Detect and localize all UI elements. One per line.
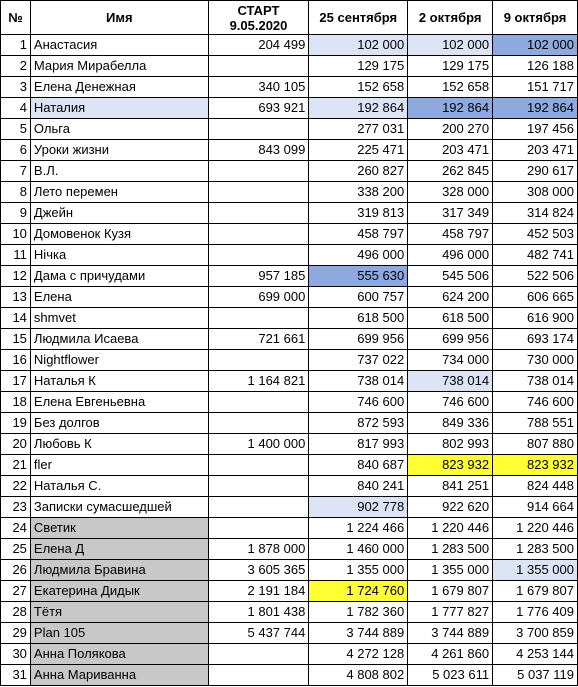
table-row — [1, 476, 578, 497]
row-name: Записки сумасшедшей — [30, 497, 208, 518]
row-start-value: 1 400 000 — [208, 434, 309, 455]
row-value-date-3: 3 700 859 — [493, 623, 578, 644]
row-number: 1 — [1, 35, 31, 56]
row-value-date-1: 746 600 — [309, 392, 408, 413]
row-number: 10 — [1, 224, 31, 245]
row-value-date-1: 840 687 — [309, 455, 408, 476]
row-value-date-3: 203 471 — [493, 140, 578, 161]
row-value-date-2: 841 251 — [408, 476, 493, 497]
row-value-date-1: 1 724 760 — [309, 581, 408, 602]
row-value-date-2: 496 000 — [408, 245, 493, 266]
row-value-date-3: 824 448 — [493, 476, 578, 497]
row-name: Тётя — [30, 602, 208, 623]
row-value-date-2: 1 679 807 — [408, 581, 493, 602]
row-value-date-3: 126 188 — [493, 56, 578, 77]
table-row — [1, 77, 578, 98]
row-name: Екатерина Дидык — [30, 581, 208, 602]
table-row — [1, 560, 578, 581]
row-value-date-1: 338 200 — [309, 182, 408, 203]
row-value-date-1: 699 956 — [309, 329, 408, 350]
row-value-date-2: 746 600 — [408, 392, 493, 413]
table-row — [1, 245, 578, 266]
row-value-date-1: 1 460 000 — [309, 539, 408, 560]
row-start-value: 5 437 744 — [208, 623, 309, 644]
table-row — [1, 329, 578, 350]
row-value-date-2: 3 744 889 — [408, 623, 493, 644]
row-start-value: 843 099 — [208, 140, 309, 161]
row-number: 2 — [1, 56, 31, 77]
table-row — [1, 287, 578, 308]
row-number: 14 — [1, 308, 31, 329]
row-number: 27 — [1, 581, 31, 602]
row-value-date-1: 1 224 466 — [309, 518, 408, 539]
header-start-label: СТАРТ — [237, 2, 280, 18]
row-value-date-1: 817 993 — [309, 434, 408, 455]
row-name: Любовь К — [30, 434, 208, 455]
table-row — [1, 581, 578, 602]
header-date-2: 2 октября — [408, 1, 493, 35]
row-value-date-2: 1 777 827 — [408, 602, 493, 623]
row-start-value: 693 921 — [208, 98, 309, 119]
table-row — [1, 539, 578, 560]
row-value-date-3: 197 456 — [493, 119, 578, 140]
row-number: 5 — [1, 119, 31, 140]
row-name: Мария Мирабелла — [30, 56, 208, 77]
row-value-date-3: 522 506 — [493, 266, 578, 287]
row-value-date-1: 600 757 — [309, 287, 408, 308]
header-start — [208, 1, 309, 35]
row-value-date-3: 606 665 — [493, 287, 578, 308]
row-start-value — [208, 308, 309, 329]
row-start-value: 204 499 — [208, 35, 309, 56]
row-value-date-2: 699 956 — [408, 329, 493, 350]
row-value-date-1: 1 355 000 — [309, 560, 408, 581]
row-name: fler — [30, 455, 208, 476]
row-number: 17 — [1, 371, 31, 392]
row-value-date-2: 262 845 — [408, 161, 493, 182]
table-row — [1, 140, 578, 161]
row-value-date-1: 555 630 — [309, 266, 408, 287]
row-start-value: 699 000 — [208, 287, 309, 308]
table-row — [1, 35, 578, 56]
row-start-value — [208, 119, 309, 140]
row-name: Наталья С. — [30, 476, 208, 497]
row-name: Елена Д — [30, 539, 208, 560]
row-number: 18 — [1, 392, 31, 413]
row-value-date-3: 693 174 — [493, 329, 578, 350]
row-value-date-1: 840 241 — [309, 476, 408, 497]
row-name: Анастасия — [30, 35, 208, 56]
table-row — [1, 308, 578, 329]
row-name: Елена Денежная — [30, 77, 208, 98]
row-value-date-1: 496 000 — [309, 245, 408, 266]
row-name: Уроки жизни — [30, 140, 208, 161]
row-number: 8 — [1, 182, 31, 203]
row-value-date-3: 5 037 119 — [493, 665, 578, 686]
row-value-date-3: 807 880 — [493, 434, 578, 455]
header-date-3: 9 октября — [493, 1, 578, 35]
row-value-date-2: 738 014 — [408, 371, 493, 392]
table-row — [1, 518, 578, 539]
row-number: 29 — [1, 623, 31, 644]
row-start-value — [208, 644, 309, 665]
row-value-date-3: 1 283 500 — [493, 539, 578, 560]
table-row — [1, 665, 578, 686]
table-row — [1, 182, 578, 203]
row-start-value — [208, 518, 309, 539]
row-value-date-1: 738 014 — [309, 371, 408, 392]
row-value-date-3: 151 717 — [493, 77, 578, 98]
row-number: 3 — [1, 77, 31, 98]
row-start-value — [208, 476, 309, 497]
row-name: Наталия — [30, 98, 208, 119]
row-start-value — [208, 665, 309, 686]
row-value-date-1: 4 808 802 — [309, 665, 408, 686]
row-value-date-1: 902 778 — [309, 497, 408, 518]
row-value-date-2: 152 658 — [408, 77, 493, 98]
row-name: Nightflower — [30, 350, 208, 371]
table-row — [1, 224, 578, 245]
row-value-date-2: 200 270 — [408, 119, 493, 140]
row-value-date-2: 1 355 000 — [408, 560, 493, 581]
row-value-date-1: 319 813 — [309, 203, 408, 224]
row-name: shmvet — [30, 308, 208, 329]
row-number: 19 — [1, 413, 31, 434]
table-row — [1, 266, 578, 287]
row-value-date-2: 802 993 — [408, 434, 493, 455]
row-name: Дама с причудами — [30, 266, 208, 287]
row-value-date-2: 4 261 860 — [408, 644, 493, 665]
row-value-date-3: 102 000 — [493, 35, 578, 56]
table-row — [1, 434, 578, 455]
row-value-date-2: 1 283 500 — [408, 539, 493, 560]
row-start-value — [208, 203, 309, 224]
header-name: Имя — [30, 1, 208, 35]
row-value-date-1: 1 782 360 — [309, 602, 408, 623]
row-value-date-2: 922 620 — [408, 497, 493, 518]
row-number: 4 — [1, 98, 31, 119]
row-start-value — [208, 224, 309, 245]
row-name: Людмила Бравина — [30, 560, 208, 581]
row-name: Елена Евгеньевна — [30, 392, 208, 413]
row-number: 12 — [1, 266, 31, 287]
row-value-date-1: 260 827 — [309, 161, 408, 182]
row-value-date-2: 618 500 — [408, 308, 493, 329]
row-number: 25 — [1, 539, 31, 560]
row-value-date-3: 730 000 — [493, 350, 578, 371]
table-row — [1, 119, 578, 140]
row-start-value — [208, 56, 309, 77]
row-value-date-2: 192 864 — [408, 98, 493, 119]
row-start-value — [208, 245, 309, 266]
row-value-date-1: 277 031 — [309, 119, 408, 140]
row-start-value: 957 185 — [208, 266, 309, 287]
row-value-date-3: 1 776 409 — [493, 602, 578, 623]
row-value-date-3: 482 741 — [493, 245, 578, 266]
row-value-date-3: 616 900 — [493, 308, 578, 329]
row-number: 30 — [1, 644, 31, 665]
table-row — [1, 602, 578, 623]
table-row — [1, 98, 578, 119]
row-value-date-2: 624 200 — [408, 287, 493, 308]
row-value-date-3: 823 932 — [493, 455, 578, 476]
row-start-value: 1 164 821 — [208, 371, 309, 392]
row-name: Нічка — [30, 245, 208, 266]
row-name: Plan 105 — [30, 623, 208, 644]
table-row — [1, 455, 578, 476]
table-row — [1, 413, 578, 434]
row-value-date-3: 1 679 807 — [493, 581, 578, 602]
header-date-1: 25 сентября — [309, 1, 408, 35]
table-row — [1, 623, 578, 644]
row-value-date-2: 734 000 — [408, 350, 493, 371]
row-name: Людмила Исаева — [30, 329, 208, 350]
row-start-value: 340 105 — [208, 77, 309, 98]
row-name: В.Л. — [30, 161, 208, 182]
row-value-date-2: 317 349 — [408, 203, 493, 224]
table-row — [1, 161, 578, 182]
header-row — [1, 1, 578, 35]
row-value-date-2: 102 000 — [408, 35, 493, 56]
row-number: 9 — [1, 203, 31, 224]
table-row — [1, 644, 578, 665]
row-value-date-1: 225 471 — [309, 140, 408, 161]
row-value-date-3: 290 617 — [493, 161, 578, 182]
row-value-date-2: 849 336 — [408, 413, 493, 434]
row-start-value: 3 605 365 — [208, 560, 309, 581]
header-start-date: 9.05.2020 — [229, 17, 288, 33]
row-number: 11 — [1, 245, 31, 266]
row-number: 21 — [1, 455, 31, 476]
row-value-date-2: 328 000 — [408, 182, 493, 203]
row-value-date-2: 203 471 — [408, 140, 493, 161]
row-value-date-3: 1 355 000 — [493, 560, 578, 581]
row-value-date-2: 129 175 — [408, 56, 493, 77]
row-value-date-3: 4 253 144 — [493, 644, 578, 665]
row-number: 16 — [1, 350, 31, 371]
table-row — [1, 497, 578, 518]
row-start-value — [208, 161, 309, 182]
row-value-date-1: 3 744 889 — [309, 623, 408, 644]
row-number: 13 — [1, 287, 31, 308]
row-start-value: 1 878 000 — [208, 539, 309, 560]
table-row — [1, 350, 578, 371]
row-value-date-1: 872 593 — [309, 413, 408, 434]
row-value-date-3: 192 864 — [493, 98, 578, 119]
table-row — [1, 56, 578, 77]
row-value-date-1: 4 272 128 — [309, 644, 408, 665]
row-name: Без долгов — [30, 413, 208, 434]
table-body — [1, 35, 578, 686]
row-value-date-3: 746 600 — [493, 392, 578, 413]
row-value-date-2: 823 932 — [408, 455, 493, 476]
table-row — [1, 371, 578, 392]
row-name: Домовенок Кузя — [30, 224, 208, 245]
row-number: 28 — [1, 602, 31, 623]
row-number: 7 — [1, 161, 31, 182]
row-value-date-1: 129 175 — [309, 56, 408, 77]
row-number: 6 — [1, 140, 31, 161]
row-number: 20 — [1, 434, 31, 455]
row-value-date-2: 5 023 611 — [408, 665, 493, 686]
row-number: 23 — [1, 497, 31, 518]
row-value-date-3: 1 220 446 — [493, 518, 578, 539]
row-start-value — [208, 455, 309, 476]
row-value-date-3: 788 551 — [493, 413, 578, 434]
row-number: 31 — [1, 665, 31, 686]
row-value-date-1: 618 500 — [309, 308, 408, 329]
row-value-date-3: 314 824 — [493, 203, 578, 224]
row-value-date-2: 1 220 446 — [408, 518, 493, 539]
row-start-value — [208, 413, 309, 434]
row-number: 22 — [1, 476, 31, 497]
table-row — [1, 203, 578, 224]
row-name: Светик — [30, 518, 208, 539]
row-start-value — [208, 392, 309, 413]
row-start-value: 721 661 — [208, 329, 309, 350]
row-value-date-2: 545 506 — [408, 266, 493, 287]
row-value-date-1: 192 864 — [309, 98, 408, 119]
row-value-date-2: 458 797 — [408, 224, 493, 245]
row-value-date-1: 737 022 — [309, 350, 408, 371]
row-value-date-3: 308 000 — [493, 182, 578, 203]
row-value-date-1: 102 000 — [309, 35, 408, 56]
row-value-date-3: 914 664 — [493, 497, 578, 518]
row-start-value: 1 801 438 — [208, 602, 309, 623]
row-value-date-1: 152 658 — [309, 77, 408, 98]
row-name: Анна Мариванна — [30, 665, 208, 686]
row-name: Елена — [30, 287, 208, 308]
row-value-date-3: 452 503 — [493, 224, 578, 245]
row-number: 15 — [1, 329, 31, 350]
header-num: № — [1, 1, 31, 35]
table-row — [1, 392, 578, 413]
row-name: Лето перемен — [30, 182, 208, 203]
row-value-date-1: 458 797 — [309, 224, 408, 245]
row-name: Джейн — [30, 203, 208, 224]
row-value-date-3: 738 014 — [493, 371, 578, 392]
row-number: 24 — [1, 518, 31, 539]
row-start-value: 2 191 184 — [208, 581, 309, 602]
row-name: Наталья К — [30, 371, 208, 392]
row-start-value — [208, 497, 309, 518]
row-start-value — [208, 182, 309, 203]
row-start-value — [208, 350, 309, 371]
row-name: Анна Полякова — [30, 644, 208, 665]
row-number: 26 — [1, 560, 31, 581]
row-name: Ольга — [30, 119, 208, 140]
